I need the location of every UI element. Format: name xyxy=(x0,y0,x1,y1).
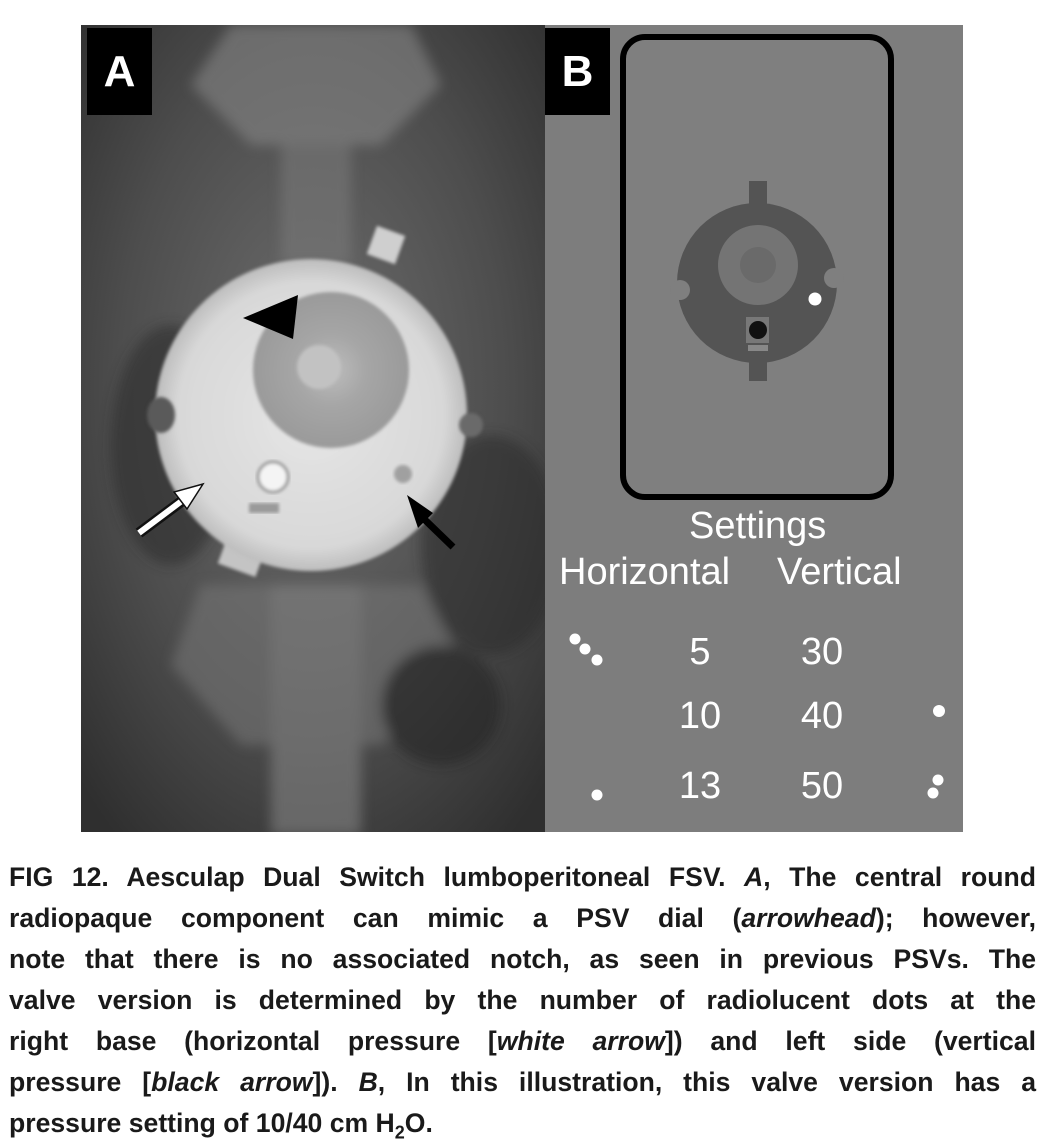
caption-italic: arrowhead xyxy=(741,903,876,933)
col-header-vertical: Vertical xyxy=(777,551,902,593)
figure-caption xyxy=(9,857,1036,1144)
panel-b-illustration xyxy=(545,25,963,832)
dot-pattern-row-2 xyxy=(933,705,945,717)
caption-text: pressure setting of 10/40 cm H xyxy=(9,1108,395,1138)
caption-line: note that there is no associated notch, as seen in previous PSVs. The xyxy=(9,944,1036,974)
caption-text: ]) and left side (vertical xyxy=(664,1026,1036,1056)
horizontal-value: 13 xyxy=(678,765,722,807)
radiograph-image xyxy=(81,25,545,832)
caption-text: pressure [ xyxy=(9,1067,152,1097)
caption-line xyxy=(9,1021,1036,1062)
settings-title: Settings xyxy=(689,505,827,547)
caption-text: ); however, xyxy=(875,903,1036,933)
caption-subscript: 2 xyxy=(394,1122,405,1143)
horizontal-value: 10 xyxy=(678,695,722,737)
dot-pattern-row-1 xyxy=(570,634,603,666)
caption-line xyxy=(9,1062,1036,1103)
vertical-value: 50 xyxy=(800,765,844,807)
caption-italic: white arrow xyxy=(496,1026,665,1056)
horizontal-value: 5 xyxy=(689,631,711,673)
caption-text: O. xyxy=(404,1108,433,1138)
caption-line xyxy=(9,1103,1036,1144)
caption-text: radiopaque component can mimic a PSV dial ( xyxy=(9,903,742,933)
vertical-value: 30 xyxy=(800,631,844,673)
figure xyxy=(81,25,963,832)
panel-a-radiograph xyxy=(81,25,545,832)
valve-illustration xyxy=(545,25,963,832)
caption-line: valve version is determined by the number of radiolucent dots at the xyxy=(9,985,1036,1015)
figure-number: FIG 12. xyxy=(9,862,109,892)
dot-pattern-row-3 xyxy=(592,775,944,801)
caption-italic: B xyxy=(358,1067,378,1097)
caption-text: , In this illustration, this valve version has a xyxy=(377,1067,1036,1097)
caption-text: Aesculap Dual Switch lumboperitoneal FSV. xyxy=(108,862,745,892)
caption-text: right base (horizontal pressure [ xyxy=(9,1026,497,1056)
col-header-horizontal: Horizontal xyxy=(559,551,731,593)
caption-text: , The central round xyxy=(763,862,1036,892)
panel-b-label: B xyxy=(545,28,610,115)
panel-a-label: A xyxy=(87,28,152,115)
vertical-value: 40 xyxy=(800,695,844,737)
caption-line xyxy=(9,857,1036,898)
caption-line xyxy=(9,898,1036,939)
caption-italic: A xyxy=(744,862,764,892)
caption-italic: black arrow xyxy=(151,1067,313,1097)
caption-text: ]). xyxy=(312,1067,359,1097)
